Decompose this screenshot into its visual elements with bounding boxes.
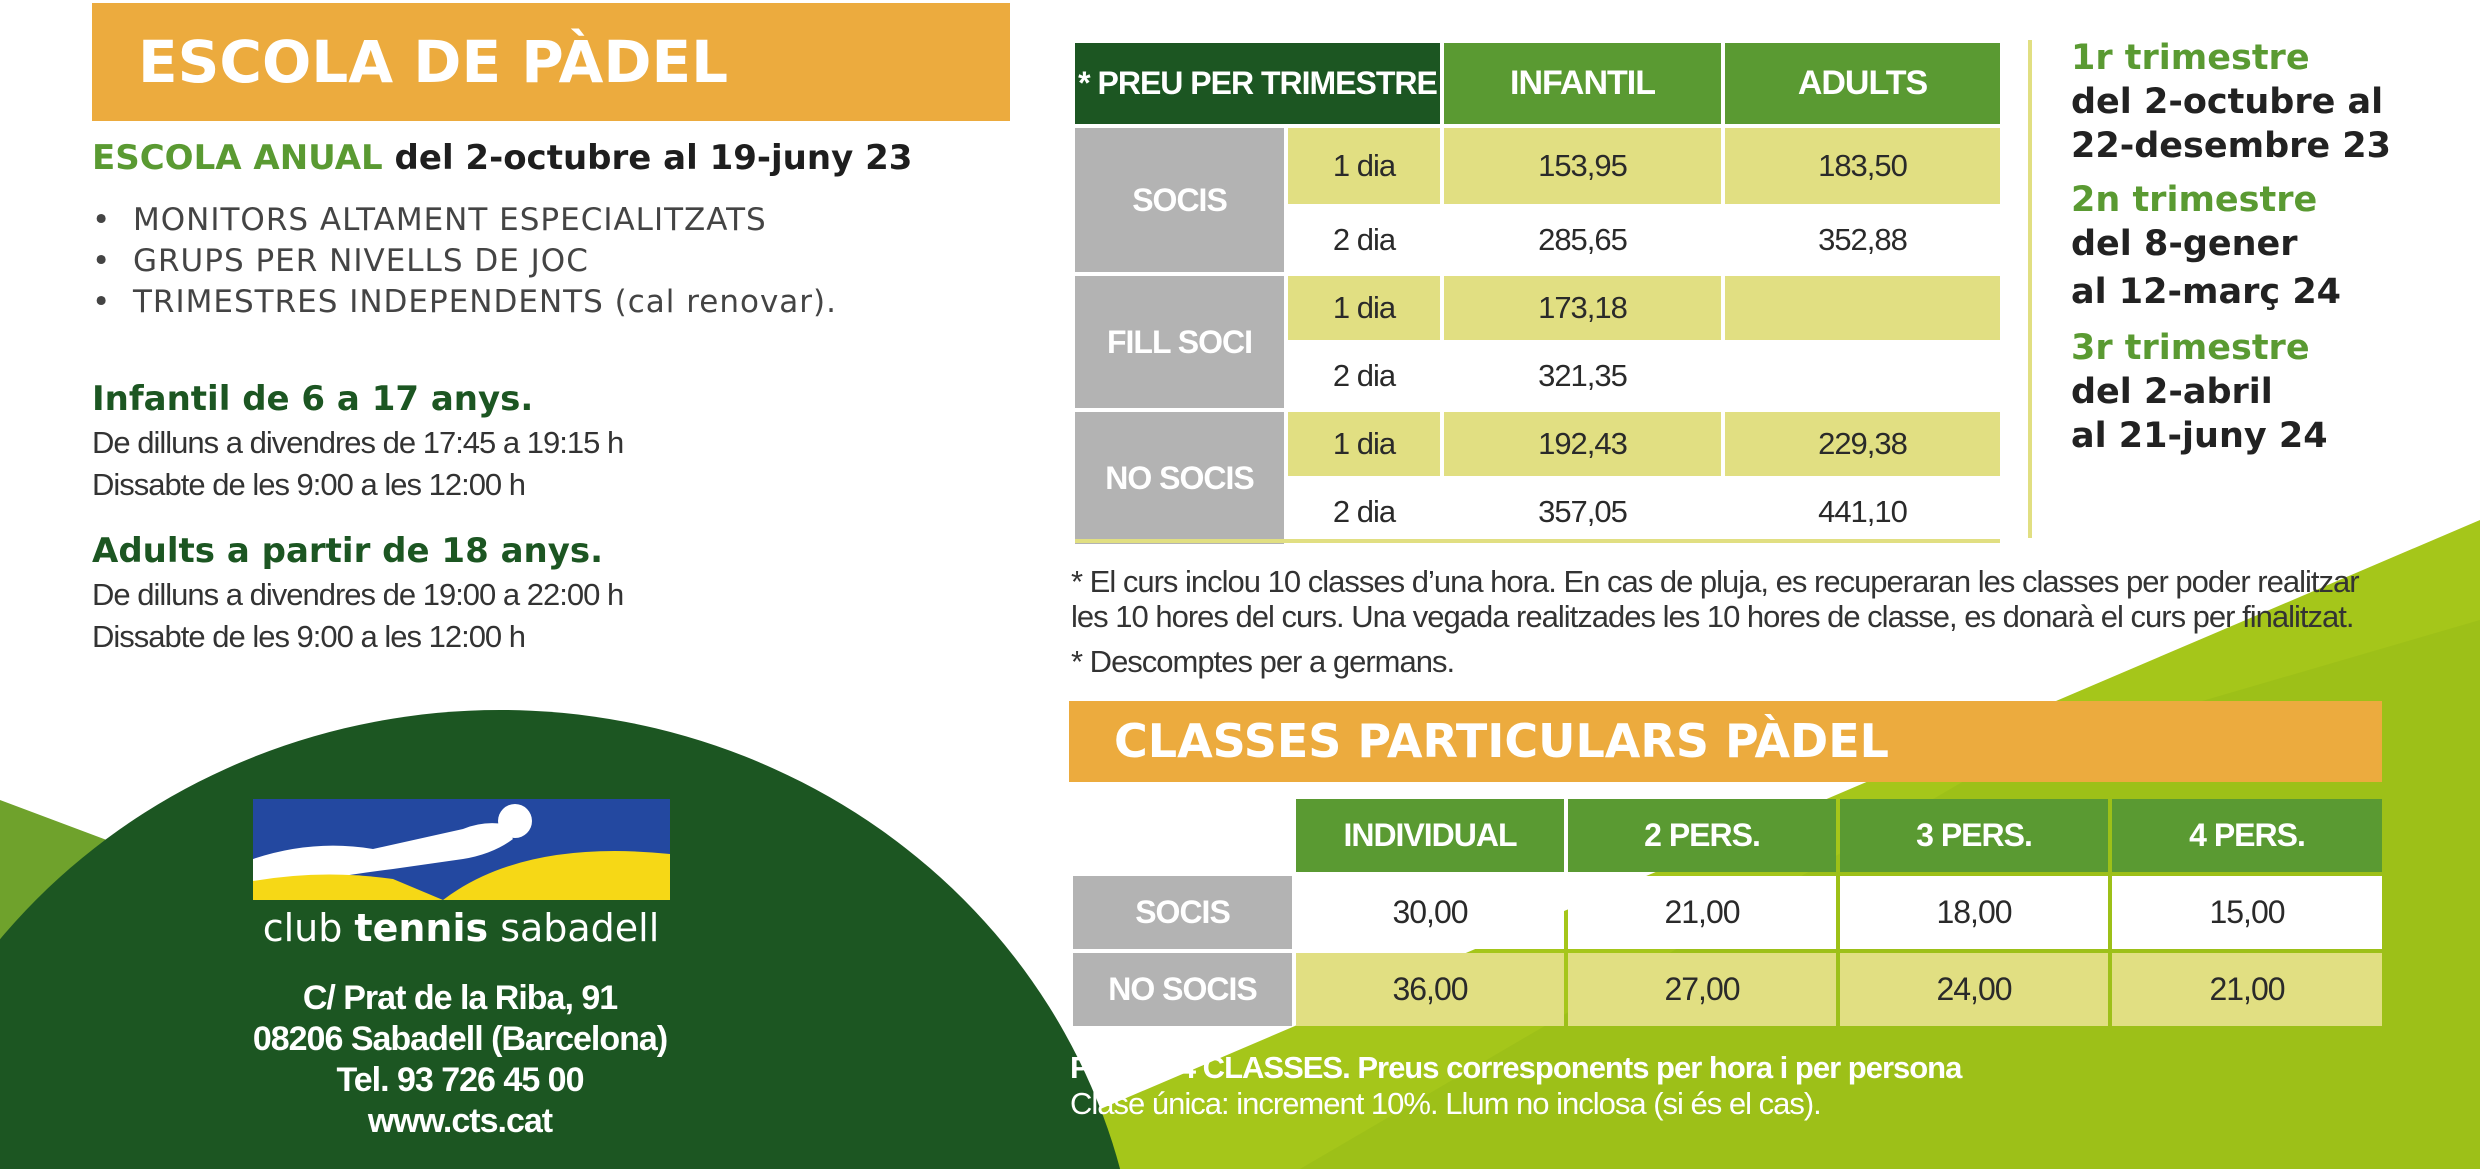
club-city: 08206 Sabadell (Barcelona) bbox=[252, 1020, 668, 1058]
private-price-cell: 27,00 bbox=[1568, 953, 1836, 1026]
infantil-line-1: De dilluns a divendres de 17:45 a 19:15 h bbox=[92, 425, 624, 460]
private-price-cell: 30,00 bbox=[1296, 876, 1564, 949]
price-cell: 352,88 bbox=[1725, 208, 2000, 272]
packs-info bbox=[1070, 1050, 1961, 1122]
price-cell bbox=[1725, 276, 2000, 340]
adults-line-1: De dilluns a divendres de 19:00 a 22:00 h bbox=[92, 577, 624, 612]
table-bottom-rule bbox=[1075, 539, 2000, 543]
price-cell: 173,18 bbox=[1444, 276, 1721, 340]
private-header: 4 PERS. bbox=[2112, 799, 2382, 872]
adults-line-2: Dissabte de les 9:00 a les 12:00 h bbox=[92, 619, 526, 654]
price-cell: 321,35 bbox=[1444, 344, 1721, 408]
price-cell bbox=[1725, 344, 2000, 408]
note-2: * Descomptes per a germans. bbox=[1071, 644, 1455, 679]
private-price-cell: 21,00 bbox=[1568, 876, 1836, 949]
club-contact bbox=[200, 978, 720, 1142]
price-header-label: * PREU PER TRIMESTRE bbox=[1075, 43, 1440, 124]
trimester-1: 1r trimestre del 2-octubre al 22-desembre 23 bbox=[2071, 38, 2392, 166]
infantil-schedule bbox=[92, 376, 623, 506]
infantil-heading: Infantil de 6 a 17 anys. bbox=[92, 379, 534, 419]
row-days: 2 dia bbox=[1288, 208, 1440, 272]
private-price-table bbox=[1069, 795, 2386, 1030]
annual-dates bbox=[92, 138, 912, 178]
annual-date-range: del 2-octubre al 19-juny 23 bbox=[382, 138, 913, 178]
annual-label: ESCOLA ANUAL bbox=[92, 138, 383, 178]
private-price-cell: 15,00 bbox=[2112, 876, 2382, 949]
row-days: 1 dia bbox=[1288, 412, 1440, 476]
club-name: club tennis sabadell bbox=[262, 906, 660, 950]
note-1-line-2: les 10 hores del curs. Una vegada realitzades les 10 hores de classe, es donarà el curs per finalitzat. bbox=[1071, 599, 2354, 634]
row-days: 1 dia bbox=[1288, 276, 1440, 340]
group-label-no-socis: NO SOCIS bbox=[1075, 412, 1284, 544]
row-days: 2 dia bbox=[1288, 480, 1440, 544]
empty-corner-cell bbox=[1073, 799, 1292, 872]
single-class-line: Clase única: increment 10%. Llum no inclosa (si és el cas). bbox=[1070, 1086, 1821, 1121]
page-title: ESCOLA DE PÀDEL bbox=[138, 28, 729, 96]
page-title-banner bbox=[92, 3, 1010, 121]
list-item: • GRUPS PER NIVELLS DE JOC bbox=[92, 243, 589, 279]
list-item: • MONITORS ALTAMENT ESPECIALITZATS bbox=[92, 202, 767, 238]
price-cell: 285,65 bbox=[1444, 208, 1721, 272]
price-cell: 441,10 bbox=[1725, 480, 2000, 544]
price-header-adults: ADULTS bbox=[1725, 43, 2000, 124]
packs-line: PACKS 4 CLASSES. Preus corresponents per hora i per persona bbox=[1070, 1050, 1962, 1085]
row-days: 2 dia bbox=[1288, 344, 1440, 408]
price-cell: 192,43 bbox=[1444, 412, 1721, 476]
club-address: C/ Prat de la Riba, 91 bbox=[302, 979, 618, 1017]
trimester-3: 3r trimestre del 2-abril al 21-juny 24 bbox=[2071, 328, 2328, 456]
club-logo bbox=[253, 799, 670, 900]
private-price-cell: 21,00 bbox=[2112, 953, 2382, 1026]
private-header: 2 PERS. bbox=[1568, 799, 1836, 872]
vertical-divider bbox=[2028, 40, 2032, 538]
note-1-line-1: * El curs inclou 10 classes d’una hora. En cas de pluja, es recuperaran les classes per poder realitzar bbox=[1071, 564, 2359, 599]
club-website[interactable]: www.cts.cat bbox=[367, 1102, 553, 1140]
trimester-2: 2n trimestre del 8-gener al 12-març 24 bbox=[2071, 180, 2342, 312]
club-phone: Tel. 93 726 45 00 bbox=[336, 1061, 584, 1099]
private-price-cell: 18,00 bbox=[1840, 876, 2108, 949]
private-row-label-no-socis: NO SOCIS bbox=[1073, 953, 1292, 1026]
price-cell: 153,95 bbox=[1444, 128, 1721, 204]
private-header: 3 PERS. bbox=[1840, 799, 2108, 872]
price-cell: 229,38 bbox=[1725, 412, 2000, 476]
private-classes-title: CLASSES PARTICULARS PÀDEL bbox=[1114, 714, 1889, 768]
row-days: 1 dia bbox=[1288, 128, 1440, 204]
private-price-cell: 24,00 bbox=[1840, 953, 2108, 1026]
price-cell: 357,05 bbox=[1444, 480, 1721, 544]
adults-heading: Adults a partir de 18 anys. bbox=[92, 531, 604, 571]
price-table bbox=[1071, 39, 2004, 548]
tennis-player-icon bbox=[253, 799, 670, 900]
infantil-line-2: Dissabte de les 9:00 a les 12:00 h bbox=[92, 467, 526, 502]
trimester-list bbox=[2071, 36, 2391, 458]
features-list bbox=[92, 200, 837, 323]
group-label-fill-soci: FILL SOCI bbox=[1075, 276, 1284, 408]
private-row-label-socis: SOCIS bbox=[1073, 876, 1292, 949]
course-notes bbox=[1071, 564, 2359, 679]
price-header-infantil: INFANTIL bbox=[1444, 43, 1721, 124]
private-price-cell: 36,00 bbox=[1296, 953, 1564, 1026]
group-label-socis: SOCIS bbox=[1075, 128, 1284, 272]
adults-schedule bbox=[92, 528, 623, 658]
private-classes-banner bbox=[1069, 701, 2382, 782]
private-header: INDIVIDUAL bbox=[1296, 799, 1564, 872]
list-item: • TRIMESTRES INDEPENDENTS (cal renovar). bbox=[92, 284, 837, 320]
price-cell: 183,50 bbox=[1725, 128, 2000, 204]
